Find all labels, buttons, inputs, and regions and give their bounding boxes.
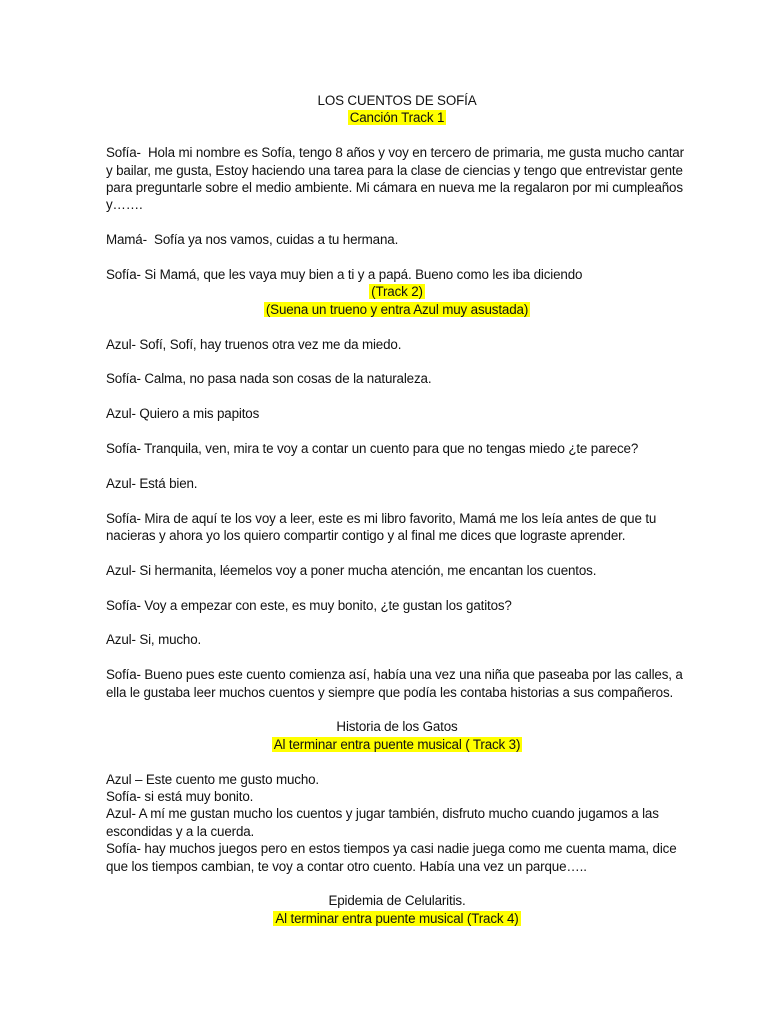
track3-cue: Al terminar entra puente musical ( Track 3) [273,736,521,752]
intro-paragraph [106,144,688,214]
dialogue-line: Sofía- hay muchos juegos pero en estos tiempos ya casi nadie juega como me cuenta mama, dice que los tiempos cambian, te voy a contar otro cuento. Había una vez un parque….. [106,841,677,874]
dialogue-line: Azul- Si, mucho. [106,632,202,648]
dialogue-line: Sofía- Tranquila, ven, mira te voy a contar un cuento para que no tengas miedo ¿te parece? [106,441,639,457]
story-1-title: Historia de los Gatos [336,719,458,735]
dialogue-line: Sofía- Voy a empezar con este, es muy bonito, ¿te gustan los gatitos? [106,597,512,613]
dialogue-line: Sofía- Bueno pues este cuento comienza así, había una vez una niña que paseaba por las calles, a ella le gustaba leer muchos cuentos y siempre que podía les contaba historias a sus compañeros. [106,667,683,700]
thunder-cue-line [106,301,688,318]
dialogue-line: Sofía- Mira de aquí te los voy a leer, este es mi libro favorito, Mamá me los leía antes de que tu nacieras y ahora yo los quiero compartir contigo y al final me dices que lograste aprender. [106,510,657,544]
track2-cue-line [106,283,688,300]
intro-text: Hola mi nombre es Sofía, tengo 8 años y voy en tercero de primaria, me gusta mucho cantar y bailar, me gusta, Estoy haciendo una tarea para la clase de ciencias y tengo que entrevistar gente para preguntarle sobre el medio ambiente. Mi cámara en nueva me la regalaron por mi cumpleaños y……. [106,145,688,213]
dialogue-line: Sofía- si está muy bonito. [106,789,254,805]
opening-cue-line [106,109,688,126]
dialogue-line: Azul- Está bien. [106,475,198,491]
dialogue-line: Azul- Sofí, Sofí, hay truenos otra vez me da miedo. [106,336,402,352]
intro-speaker: Sofía- [106,145,141,161]
story-2-title: Epidemia de Celularitis. [328,893,466,909]
opening-cue: Canción Track 1 [349,110,445,126]
dialogue-line: Azul – Este cuento me gusto mucho. [106,771,319,787]
document-title: LOS CUENTOS DE SOFÍA [317,93,477,108]
track4-cue-line [106,910,688,927]
thunder-cue: (Suena un trueno y entra Azul muy asustada) [265,301,529,317]
dialogue-line: Azul- Si hermanita, léemelos voy a poner mucha atención, me encantan los cuentos. [106,562,597,578]
track3-cue-line [106,736,688,753]
track2-cue: (Track 2) [371,284,423,300]
dialogue-line: Azul- Quiero a mis papitos [106,406,260,422]
dialogue-line: Mamá- Sofía ya nos vamos, cuidas a tu hermana. [106,232,399,248]
dialogue-line: Sofía- Si Mamá, que les vaya muy bien a ti y a papá. Bueno como les iba diciendo [106,267,583,283]
dialogue-line: Sofía- Calma, no pasa nada son cosas de la naturaleza. [106,371,432,387]
dialogue-line: Azul- A mí me gustan mucho los cuentos y jugar también, disfruto mucho cuando jugamos a las escondidas y a la cuerda. [106,806,659,839]
track4-cue: Al terminar entra puente musical (Track 4) [275,910,519,926]
